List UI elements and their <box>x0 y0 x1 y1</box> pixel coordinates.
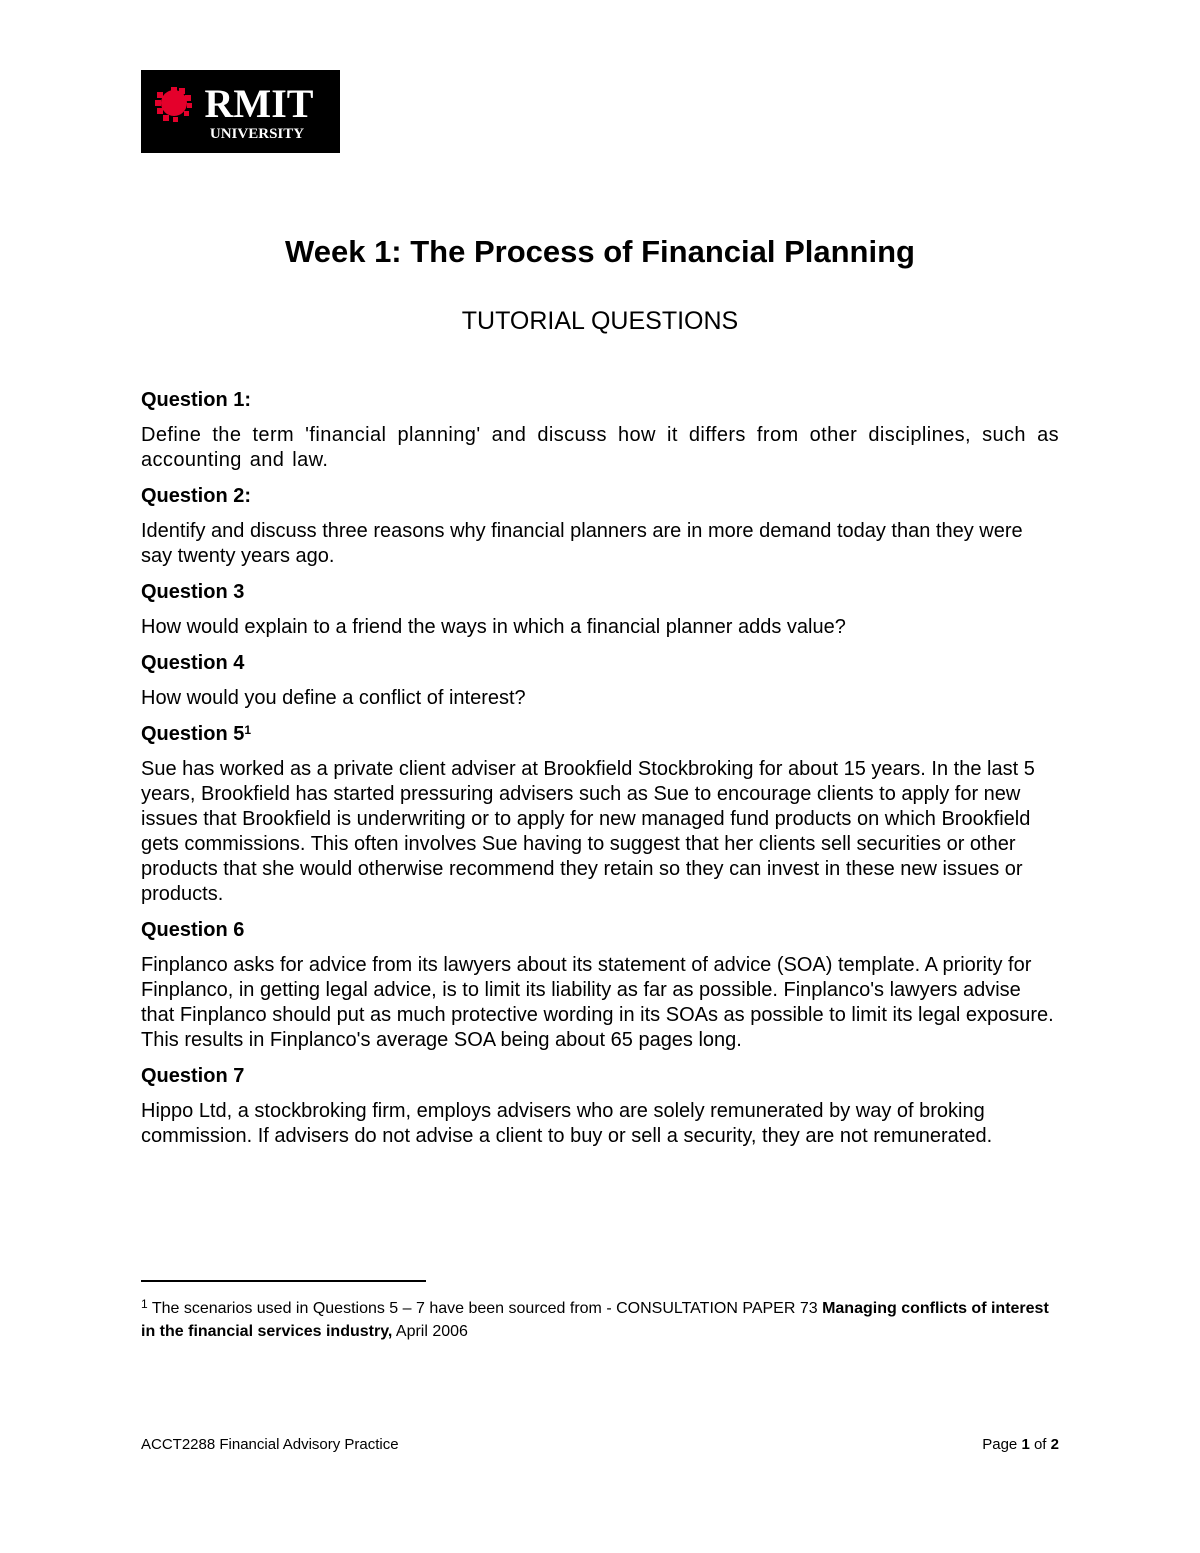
footer-course: ACCT2288 Financial Advisory Practice <box>141 1436 399 1453</box>
footnote-text: The scenarios used in Questions 5 – 7 have been sourced from - CONSULTATION PAPER 73 <box>151 1300 818 1317</box>
question-body: Sue has worked as a private client adviser at Brookfield Stockbroking for about 15 years. In the last 5 years, Brookfield has started pressuring advisers such as Sue to encourage clients to apply for new issues that Brookfield is underwriting or to apply for new managed fund products on which Brookfield gets commissions. This often involves Sue having to suggest that her clients sell securities or other products that she would otherwise recommend they retain so they can invest in these new issues or products. <box>141 758 1035 905</box>
question-body: Hippo Ltd, a stockbroking firm, employs advisers who are solely remunerated by way of broking commission. If advisers do not advise a client to buy or sell a security, they are not remunerated. <box>141 1100 993 1147</box>
question-heading: Question 6 <box>141 919 245 941</box>
question-item <box>141 722 1059 907</box>
page-of: of <box>1033 1436 1047 1453</box>
page-number <box>982 1436 1059 1453</box>
logo-wordmark: RMIT <box>204 81 314 126</box>
page-subtitle: TUTORIAL QUESTIONS <box>461 307 739 335</box>
page-current: 1 <box>1021 1436 1030 1453</box>
rmit-logo <box>141 70 340 153</box>
question-item <box>141 484 1059 569</box>
question-item <box>141 580 1059 640</box>
question-heading: Question 1: <box>141 389 252 411</box>
footnote <box>141 1297 1061 1343</box>
logo-subname: UNIVERSITY <box>209 126 305 142</box>
page-prefix: Page <box>982 1436 1018 1453</box>
footnote-reference[interactable]: 1 <box>244 723 252 737</box>
question-heading: Question 4 <box>141 652 245 674</box>
question-heading: Question 7 <box>141 1065 245 1087</box>
question-heading: Question 2: <box>141 485 252 507</box>
page-title: Week 1: The Process of Financial Planning <box>285 234 915 269</box>
question-body: How would you define a conflict of interest? <box>141 687 526 709</box>
footnote-mark: 1 <box>141 1297 148 1311</box>
footnote-date: April 2006 <box>395 1323 468 1340</box>
question-item <box>141 918 1059 1053</box>
question-item <box>141 651 1059 711</box>
question-heading: Question 3 <box>141 581 245 603</box>
question-item <box>141 388 1059 473</box>
footnote-source-title: Managing conflicts of interest in the financial services industry, <box>141 1300 1049 1340</box>
rmit-logo-mark <box>141 70 340 153</box>
questions-list <box>141 388 1059 1160</box>
question-item <box>141 1064 1059 1149</box>
question-body: Finplanco asks for advice from its lawyers about its statement of advice (SOA) template. A priority for Finplanco, in getting legal advice, is to limit its liability as far as possible. Finplanco's lawyers advise that Finplanco should put as much protective wording in its SOAs as possible to limit its legal exposure. This results in Finplanco's average SOA being about 65 pages long. <box>141 954 1054 1051</box>
footnote-separator <box>141 1280 426 1282</box>
page-total: 2 <box>1050 1436 1059 1453</box>
question-heading-text: Question 5 <box>141 723 245 745</box>
question-heading-with-footnote <box>141 722 1059 747</box>
question-body: How would explain to a friend the ways in which a financial planner adds value? <box>141 616 846 638</box>
question-body: Identify and discuss three reasons why financial planners are in more demand today than they were say twenty years ago. <box>141 520 1023 567</box>
question-body: Define the term 'financial planning' and discuss how it differs from other disciplines, such as accounting and law. <box>141 424 1059 471</box>
